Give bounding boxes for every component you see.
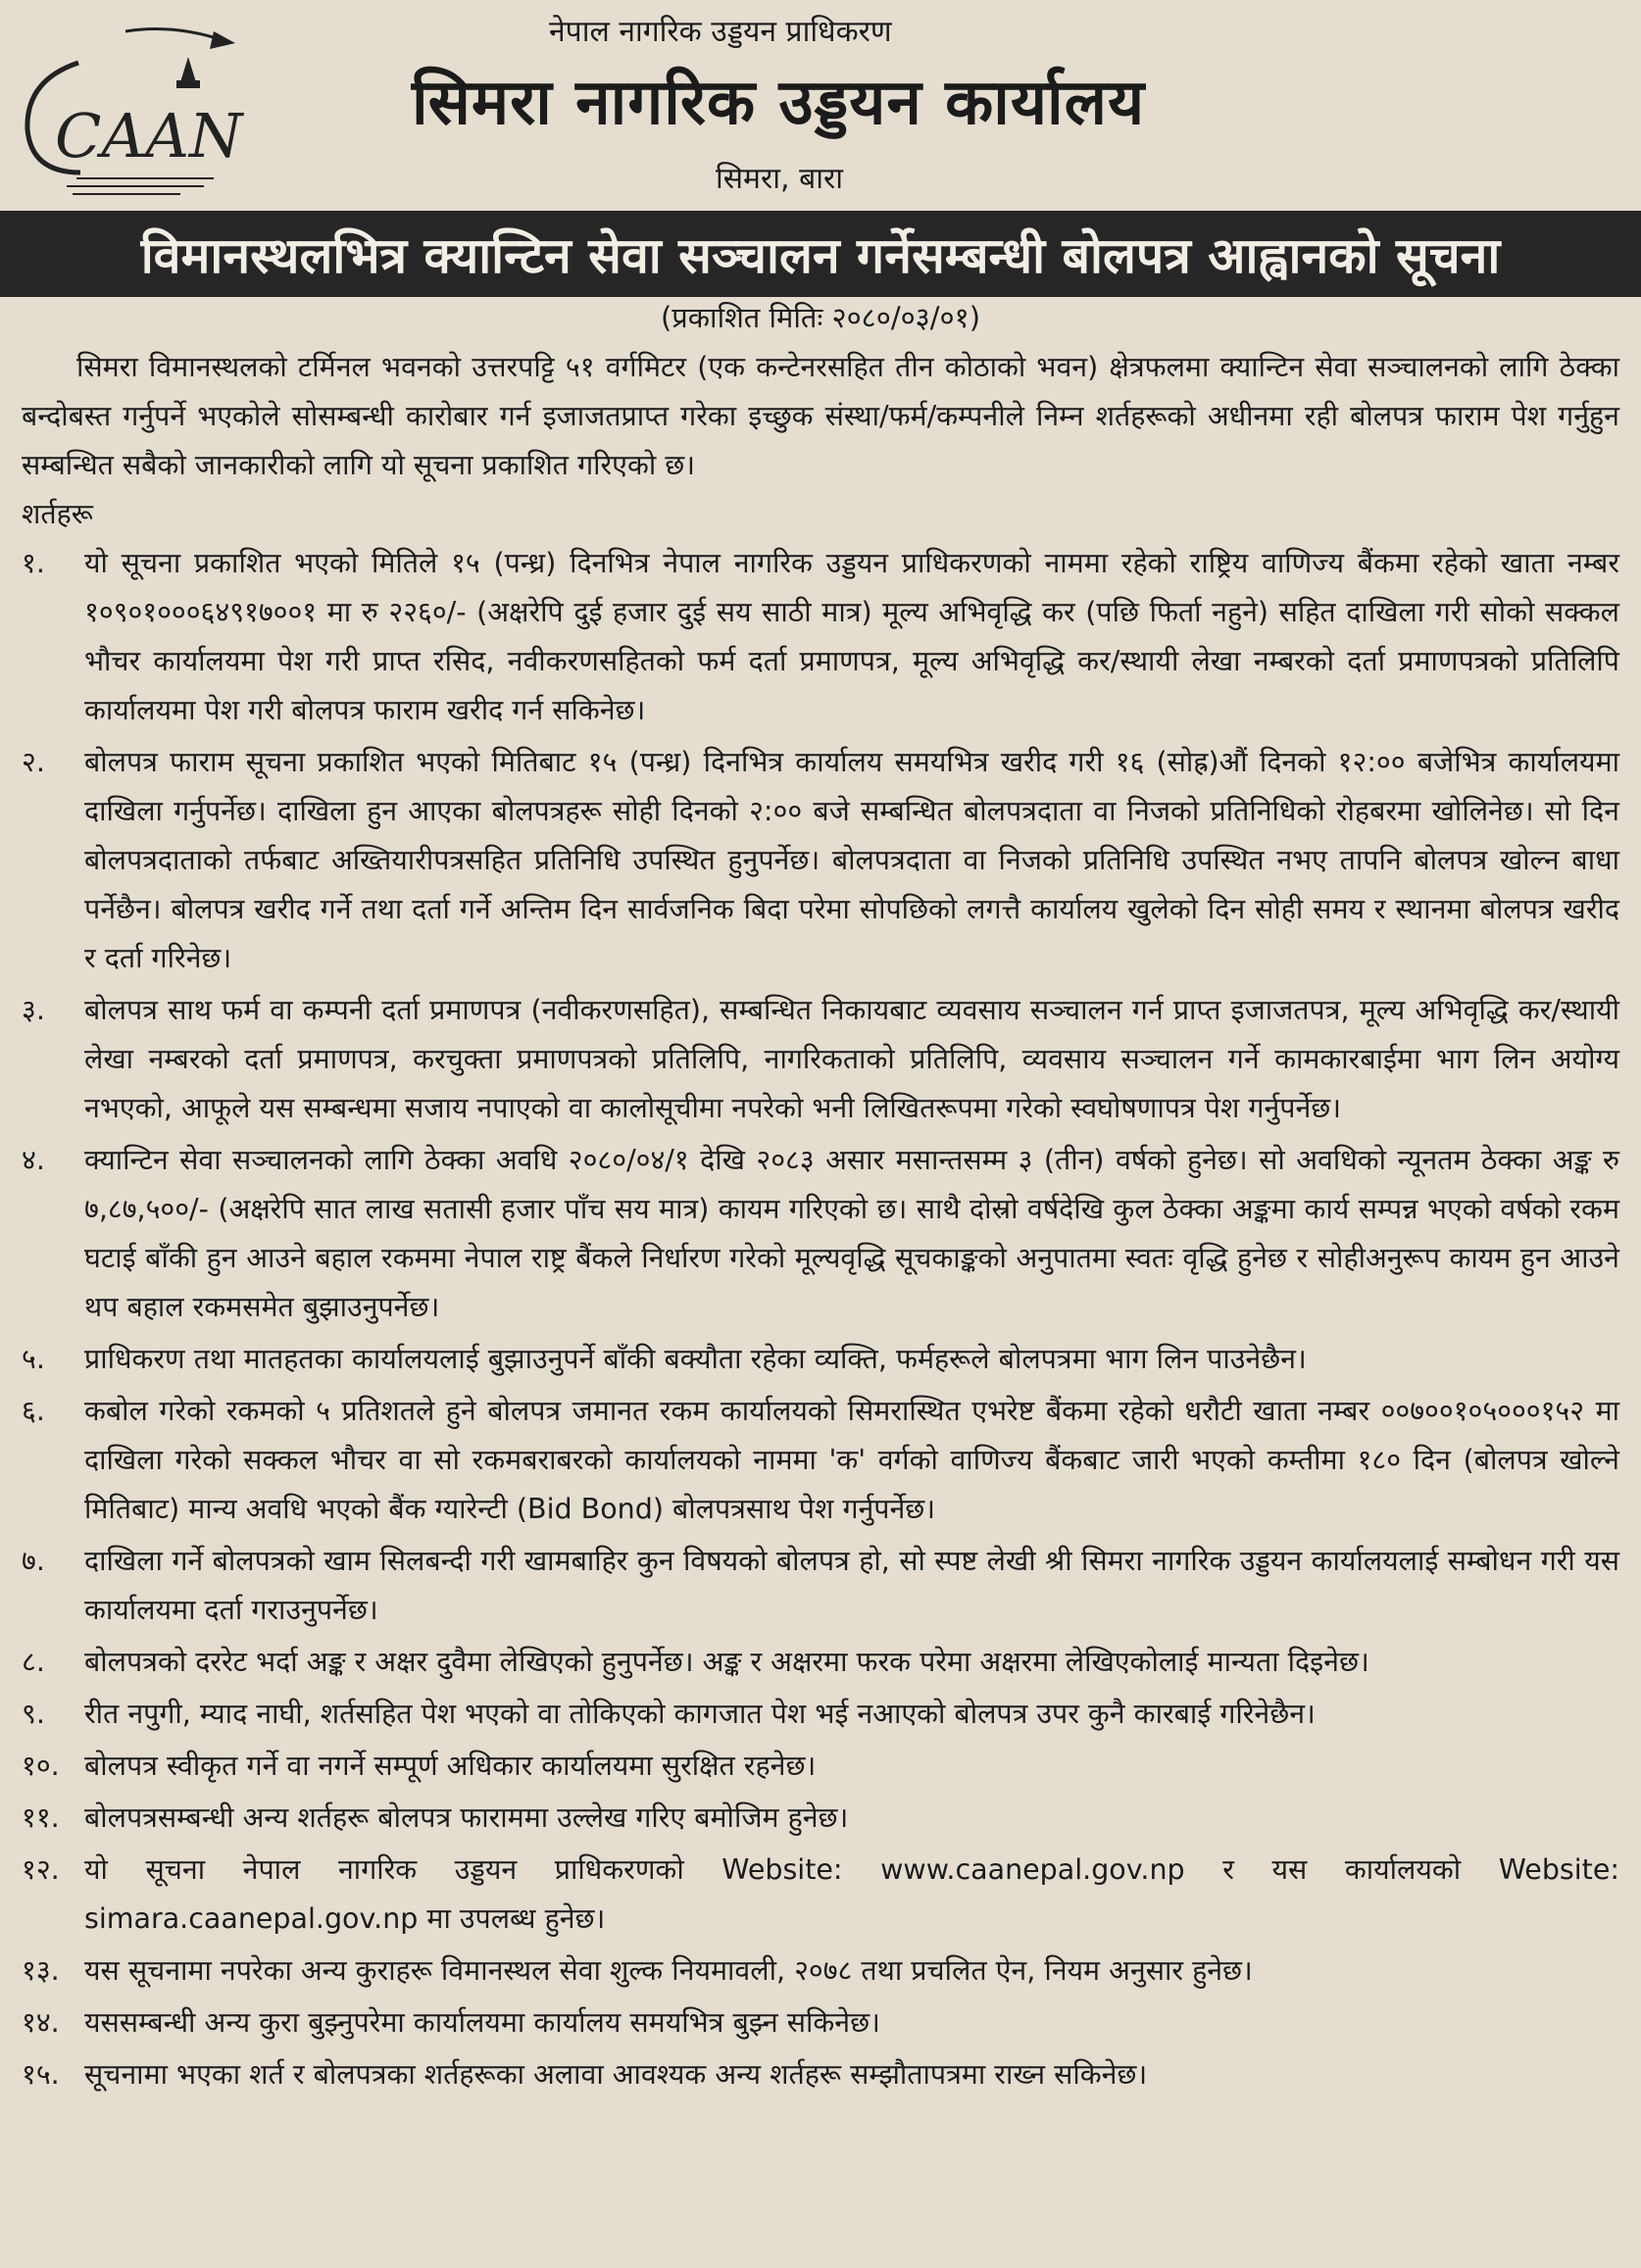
svg-text:CAAN: CAAN	[55, 100, 243, 172]
condition-number: १३.	[22, 1954, 60, 1987]
condition-item	[22, 1998, 1619, 2047]
condition-item	[22, 1742, 1619, 1791]
condition-number: ८.	[22, 1646, 45, 1678]
condition-text: बोलपत्र फाराम सूचना प्रकाशित भएको मितिबाट १५ (पन्ध्र) दिनभित्र कार्यालय समयभित्र खरीद गरी १६ (सोह्र)औं दिनको १२:०० बजेभित्र कार्यालयमा दाखिला गर्नुपर्नेछ। दाखिला हुन आएका बोलपत्रहरू सोही दिनको २:०० बजे सम्बन्धित बोलपत्रदाता वा निजको प्रतिनिधिको रोहबरमा खोलिनेछ। सो दिन बोलपत्रदाताको तर्फबाट अख्तियारीपत्रसहित प्रतिनिधि उपस्थित हुनुपर्नेछ। बोलपत्रदाता वा निजको प्रतिनिधि उपस्थित नभए तापनि बोलपत्र खोल्न बाधा पर्नेछैन। बोलपत्र खरीद गर्ने तथा दर्ता गर्ने अन्तिम दिन सार्वजनिक बिदा परेमा सोपछिको लगत्तै कार्यालय खुलेको दिन सोही समय र स्थानमा बोलपत्र खरीद र दर्ता गरिनेछ।	[84, 746, 1619, 974]
condition-item	[22, 1794, 1619, 1843]
condition-text: सूचनामा भएका शर्त र बोलपत्रका शर्तहरूका अलावा आवश्यक अन्य शर्तहरू सम्झौतापत्रमा राख्न सकिनेछ।	[84, 2058, 1148, 2091]
condition-text: कबोल गरेको रकमको ५ प्रतिशतले हुने बोलपत्र जमानत रकम कार्यालयको सिमरास्थित एभरेष्ट बैंकमा रहेको धरौटी खाता नम्बर ००७००१०५०००१५२ मा दाखिला गरेको सक्कल भौचर वा सो रकमबराबरको कार्यालयको नाममा 'क' वर्गको वाणिज्य बैंकबाट जारी भएको कम्तीमा १८० दिन (बोलपत्र खोल्ने मितिबाट) मान्य अवधि भएको बैंक ग्यारेन्टी (Bid Bond) बोलपत्रसाथ पेश गर्नुपर्नेछ।	[84, 1395, 1619, 1525]
conditions-list	[22, 539, 1619, 2099]
condition-item	[22, 1537, 1619, 1635]
office-location: सिमरा, बारा	[716, 162, 844, 196]
condition-text: यससम्बन्धी अन्य कुरा बुझ्नुपरेमा कार्यालयमा कार्यालय समयभित्र बुझ्न सकिनेछ।	[84, 2006, 880, 2039]
condition-item	[22, 1690, 1619, 1739]
conditions-heading: शर्तहरू	[22, 498, 93, 530]
condition-number: ५.	[22, 1343, 45, 1375]
condition-number: १५.	[22, 2058, 60, 2091]
condition-text: क्यान्टिन सेवा सञ्चालनको लागि ठेक्का अवधि २०८०/०४/१ देखि २०८३ असार मसान्तसम्म ३ (तीन) वर्षको हुनेछ। सो अवधिको न्यूनतम ठेक्का अङ्क रु ७,८७,५००/- (अक्षरेपि सात लाख सतासी हजार पाँच सय मात्र) कायम गरिएको छ। साथै दोस्रो वर्षदेखि कुल ठेक्का अङ्कमा कार्य सम्पन्न भएको वर्षको रकम घटाई बाँकी हुन आउने बहाल रकममा नेपाल राष्ट्र बैंकले निर्धारण गरेको मूल्यवृद्धि सूचकाङ्कको अनुपातमा स्वतः वृद्धि हुनेछ र सोहीअनुरूप कायम हुन आउने थप बहाल रकमसमेत बुझाउनुपर्नेछ।	[84, 1144, 1619, 1323]
condition-number: ६.	[22, 1395, 45, 1427]
notice-title: विमानस्थलभित्र क्यान्टिन सेवा सञ्चालन गर्नेसम्बन्धी बोलपत्र आह्वानको सूचना	[0, 211, 1641, 297]
condition-number: ११.	[22, 1801, 60, 1834]
condition-number: १४.	[22, 2006, 60, 2039]
condition-text: यो सूचना प्रकाशित भएको मितिले १५ (पन्ध्र) दिनभित्र नेपाल नागरिक उड्डयन प्राधिकरणको नाममा रहेको राष्ट्रिय वाणिज्य बैंकमा रहेको खाता नम्बर १०९०१०००६४९१७००१ मा रु २२६०/- (अक्षरेपि दुई हजार दुई सय साठी मात्र) मूल्य अभिवृद्धि कर (पछि फिर्ता नहुने) सहित दाखिला गरी सोको सक्कल भौचर कार्यालयमा पेश गरी प्राप्त रसिद, नवीकरणसहितको फर्म दर्ता प्रमाणपत्र, मूल्य अभिवृद्धि कर/स्थायी लेखा नम्बरको दर्ता प्रमाणपत्रको प्रतिलिपि कार्यालयमा पेश गरी बोलपत्र फाराम खरीद गर्न सकिनेछ।	[84, 547, 1619, 726]
condition-number: १२.	[22, 1853, 60, 1886]
condition-text: रीत नपुगी, म्याद नाघी, शर्तसहित पेश भएको वा तोकिएको कागजात पेश भई नआएको बोलपत्र उपर कुनै कारबाई गरिनेछैन।	[84, 1698, 1316, 1730]
intro-paragraph: सिमरा विमानस्थलको टर्मिनल भवनको उत्तरपट्टि ५१ वर्गमिटर (एक कन्टेनरसहित तीन कोठाको भवन) क्षेत्रफलमा क्यान्टिन सेवा सञ्चालनको लागि ठेक्का बन्दोबस्त गर्नुपर्ने भएकोले सोसम्बन्धी कारोबार गर्न इजाजतप्राप्त गरेका इच्छुक संस्था/फर्म/कम्पनीले निम्न शर्तहरूको अधीनमा रही बोलपत्र फाराम पेश गर्नुहुन सम्बन्धित सबैको जानकारीको लागि यो सूचना प्रकाशित गरिएको छ।	[22, 351, 1619, 481]
condition-text: बोलपत्रको दररेट भर्दा अङ्क र अक्षर दुवैमा लेखिएको हुनुपर्नेछ। अङ्क र अक्षरमा फरक परेमा अक्षरमा लेखिएकोलाई मान्यता दिइनेछ।	[84, 1646, 1369, 1678]
condition-item	[22, 2050, 1619, 2099]
published-date: (प्रकाशित मितिः २०८०/०३/०१)	[660, 301, 981, 334]
caan-logo	[8, 24, 253, 200]
condition-text: दाखिला गर्ने बोलपत्रको खाम सिलबन्दी गरी खामबाहिर कुन विषयको बोलपत्र हो, सो स्पष्ट लेखी श्री सिमरा नागरिक उड्डयन कार्यालयलाई सम्बोधन गरी यस कार्यालयमा दर्ता गराउनुपर्नेछ।	[84, 1545, 1619, 1626]
condition-number: १०.	[22, 1750, 60, 1782]
condition-item	[22, 738, 1619, 983]
condition-text: बोलपत्र साथ फर्म वा कम्पनी दर्ता प्रमाणपत्र (नवीकरणसहित), सम्बन्धित निकायबाट व्यवसाय सञ्चालन गर्न प्राप्त इजाजतपत्र, मूल्य अभिवृद्धि कर/स्थायी लेखा नम्बरको दर्ता प्रमाणपत्र, करचुक्ता प्रमाणपत्रको प्रतिलिपि, नागरिकताको प्रतिलिपि, व्यवसाय सञ्चालन गर्ने कामकारबाईमा भाग लिन अयोग्य नभएको, आफूले यस सम्बन्धमा सजाय नपाएको वा कालोसूचीमा नपरेको भनी लिखितरूपमा गरेको स्वघोषणापत्र पेश गर्नुपर्नेछ।	[84, 994, 1619, 1124]
notice-header	[0, 0, 1641, 214]
condition-text: यो सूचना नेपाल नागरिक उड्डयन प्राधिकरणको Website: www.caanepal.gov.np र यस कार्यालयको Website: simara.caanepal.gov.np मा उपलब्ध हुनेछ।	[84, 1853, 1619, 1935]
condition-item	[22, 1335, 1619, 1384]
condition-number: ९.	[22, 1698, 45, 1730]
condition-number: २.	[22, 746, 45, 778]
condition-item	[22, 1387, 1619, 1534]
condition-item	[22, 1846, 1619, 1944]
office-name: सिमरा नागरिक उड्डयन कार्यालय	[412, 67, 1146, 139]
condition-text: प्राधिकरण तथा मातहतका कार्यालयलाई बुझाउनुपर्ने बाँकी बक्यौता रहेका व्यक्ति, फर्महरूले बोलपत्रमा भाग लिन पाउनेछैन।	[84, 1343, 1307, 1375]
condition-item	[22, 1947, 1619, 1996]
condition-item	[22, 539, 1619, 735]
condition-item	[22, 986, 1619, 1133]
condition-text: यस सूचनामा नपरेका अन्य कुराहरू विमानस्थल सेवा शुल्क नियमावली, २०७८ तथा प्रचलित ऐन, नियम अनुसार हुनेछ।	[84, 1954, 1253, 1987]
condition-number: ३.	[22, 994, 45, 1026]
condition-number: ७.	[22, 1545, 45, 1577]
condition-number: ४.	[22, 1144, 45, 1176]
condition-item	[22, 1638, 1619, 1687]
condition-text: बोलपत्र स्वीकृत गर्ने वा नगर्ने सम्पूर्ण अधिकार कार्यालयमा सुरक्षित रहनेछ।	[84, 1750, 817, 1782]
condition-item	[22, 1136, 1619, 1332]
condition-number: १.	[22, 547, 45, 579]
condition-text: बोलपत्रसम्बन्धी अन्य शर्तहरू बोलपत्र फाराममा उल्लेख गरिए बमोजिम हुनेछ।	[84, 1801, 849, 1834]
notice-body	[22, 343, 1619, 2102]
organization-name: नेपाल नागरिक उड्डयन प्राधिकरण	[549, 15, 892, 49]
